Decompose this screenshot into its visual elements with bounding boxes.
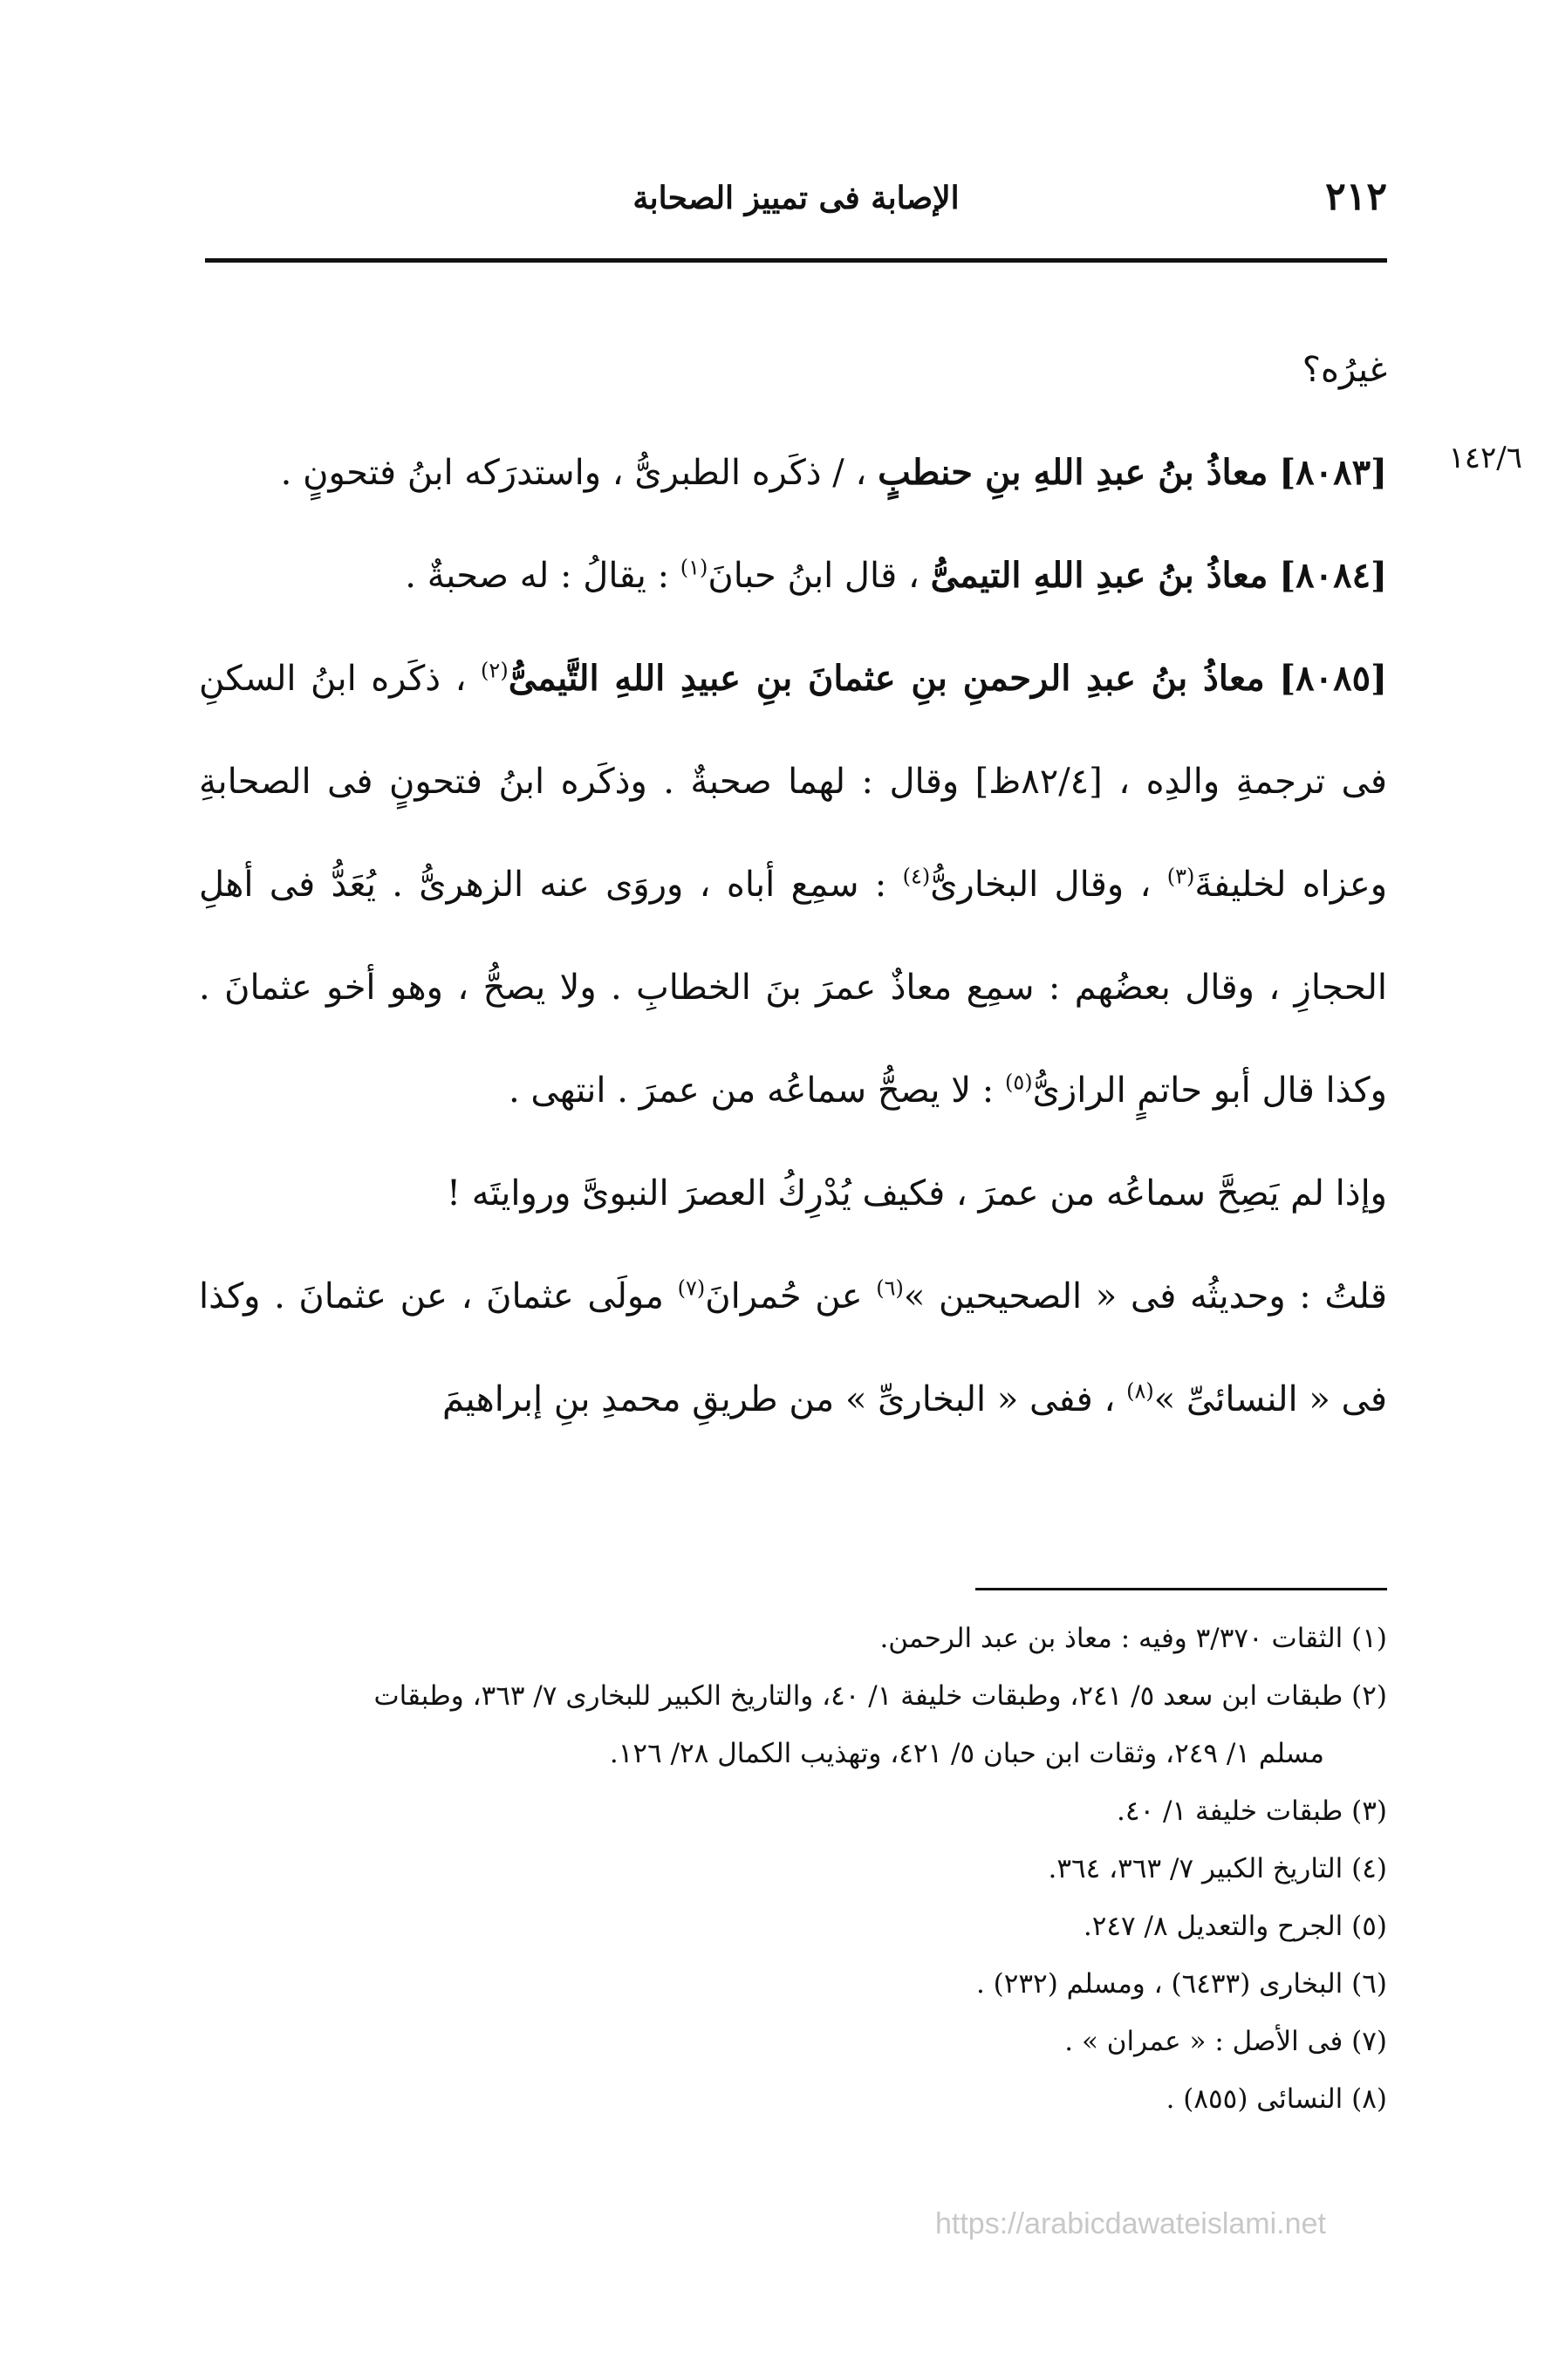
footnote-marker: (٧) <box>677 1275 706 1301</box>
entry-text: ، / ذكَره الطبرىُّ ، واستدرَكه ابنُ فتحونٍ . <box>280 453 867 493</box>
entry-text: ، قال ابنُ حبانَ <box>708 556 919 596</box>
footnote-number: (٢) <box>1351 1680 1387 1712</box>
entry-text: : يقالُ : له صحبةٌ . <box>405 556 670 596</box>
footnote <box>199 2013 1387 2070</box>
footnote-marker: (٢) <box>481 658 509 683</box>
footnote-text: النسائى (٨٥٥) . <box>1166 2083 1343 2115</box>
footnote <box>199 1898 1387 1955</box>
footnote-number: (٨) <box>1351 2083 1387 2115</box>
footnote-number: (٧) <box>1351 2026 1387 2057</box>
entry-8085 <box>199 627 1387 1142</box>
entry-8083 <box>199 421 1387 524</box>
footnote <box>199 1840 1387 1898</box>
page-header <box>205 174 1387 236</box>
text-fragment: ، ففى « البخارىِّ » من طريقِ محمدِ بنِ إبراهيمَ <box>441 1379 1116 1419</box>
footnote <box>199 1782 1387 1840</box>
footnote-text: التاريخ الكبير ٧/ ٣٦٣، ٣٦٤. <box>1048 1853 1343 1884</box>
footnote-continuation: مسلم ١/ ٢٤٩، وثقات ابن حبان ٥/ ٤٢١، وتهذيب الكمال ٢٨/ ١٢٦. <box>609 1738 1324 1769</box>
footnote-text: البخارى (٦٤٣٣) ، ومسلم (٢٣٢) . <box>975 1968 1343 2000</box>
text-fragment: غيرُه؟ <box>1302 350 1387 390</box>
entry-text: ، وقال البخارىُّ <box>930 865 1152 905</box>
page-number: ٢١٢ <box>1325 174 1387 219</box>
text-fragment: وإذا لم يَصِحَّ سماعُه من عمرَ ، فكيف يُدْرِكُ العصرَ النبوىَّ وروايتَه ! <box>446 1173 1387 1214</box>
entry-name: معاذُ بنُ عبدِ اللهِ بنِ حنطبٍ <box>878 452 1268 493</box>
footnote <box>199 1955 1387 2013</box>
footnote-marker: (٥) <box>1004 1070 1033 1095</box>
header-rule <box>205 258 1387 263</box>
paragraph <box>199 318 1387 421</box>
paragraph <box>199 1142 1387 1245</box>
footnotes <box>199 1610 1387 2128</box>
footnote-number: (٣) <box>1351 1795 1387 1827</box>
footnote-number: (١) <box>1351 1623 1387 1654</box>
entry-number: [٨٠٨٣] <box>1279 452 1387 493</box>
footnote <box>199 1610 1387 1667</box>
entry-name: معاذُ بنُ عبدِ اللهِ التيمىُّ <box>930 555 1268 596</box>
text-fragment: قلتُ : وحديثُه فى « الصحيحين » <box>903 1276 1387 1317</box>
footnote-marker: (٣) <box>1166 864 1195 889</box>
footnote-marker: (٦) <box>876 1275 904 1301</box>
footnote-text: طبقات ابن سعد ٥/ ٢٤١، وطبقات خليفة ١/ ٤٠، والتاريخ الكبير للبخارى ٧/ ٣٦٣، وطبقات <box>373 1680 1343 1712</box>
footnote-number: (٦) <box>1351 1968 1387 2000</box>
running-title: الإصابة فى تمييز الصحابة <box>632 180 960 216</box>
footnote-number: (٥) <box>1351 1911 1387 1942</box>
footnote-text: فى الأصل : « عمران » . <box>1064 2026 1343 2057</box>
footnote-text: الثقات ٣/٣٧٠ وفيه : معاذ بن عبد الرحمن. <box>879 1623 1343 1654</box>
footnote-marker: (١) <box>680 555 708 580</box>
footnote-separator <box>975 1588 1387 1590</box>
footnote-text: طبقات خليفة ١/ ٤٠. <box>1116 1795 1343 1827</box>
entry-text: ، ذكَره ابنُ السكنِ فى ترجمةِ والدِه ، [٨٢/٤ظ] وقال : لهما صحبةٌ . وذكَره ابنُ فتحونٍ فى الصحابةِ وعزاه لخليفةَ <box>199 659 1388 905</box>
footnote <box>199 2070 1387 2128</box>
entry-number: [٨٠٨٤] <box>1279 555 1387 596</box>
entry-number: [٨٠٨٥] <box>1279 658 1388 699</box>
entry-text: : لا يصحُّ سماعُه من عمرَ . انتهى . <box>509 1070 995 1111</box>
main-text <box>199 318 1387 1451</box>
text-fragment: عن حُمرانَ <box>705 1276 863 1317</box>
footnote-marker: (٨) <box>1126 1378 1154 1404</box>
margin-reference: ١٤٢/٦ <box>1448 441 1522 475</box>
footnote-marker: (٤) <box>902 864 931 889</box>
text-fragment: مولَى عثمانَ ، عن عثمانَ . وكذا فى « النسائىِّ » <box>199 1276 1387 1419</box>
entry-name: معاذُ بنُ عبدِ الرحمنِ بنِ عثمانَ بنِ عبيدِ اللهِ التَّيمىُّ <box>508 658 1265 699</box>
entry-text: : سمِع أباه ، وروَى عنه الزهرىُّ . يُعَدُّ فى أهلِ الحجازِ ، وقال بعضُهم : سمِع معاذٌ عمرَ بنَ الخطابِ . ولا يصحُّ ، وهو أخو عثمانَ . وكذا قال أبو حاتمٍ الرازىُّ <box>199 865 1388 1111</box>
entry-8084 <box>199 524 1387 627</box>
paragraph <box>199 1245 1387 1451</box>
footnote-number: (٤) <box>1351 1853 1387 1884</box>
footnote-text: الجرح والتعديل ٨/ ٢٤٧. <box>1083 1911 1343 1942</box>
watermark-url: https://arabicdawateislami.net <box>935 2207 1326 2240</box>
footnote <box>199 1667 1387 1725</box>
